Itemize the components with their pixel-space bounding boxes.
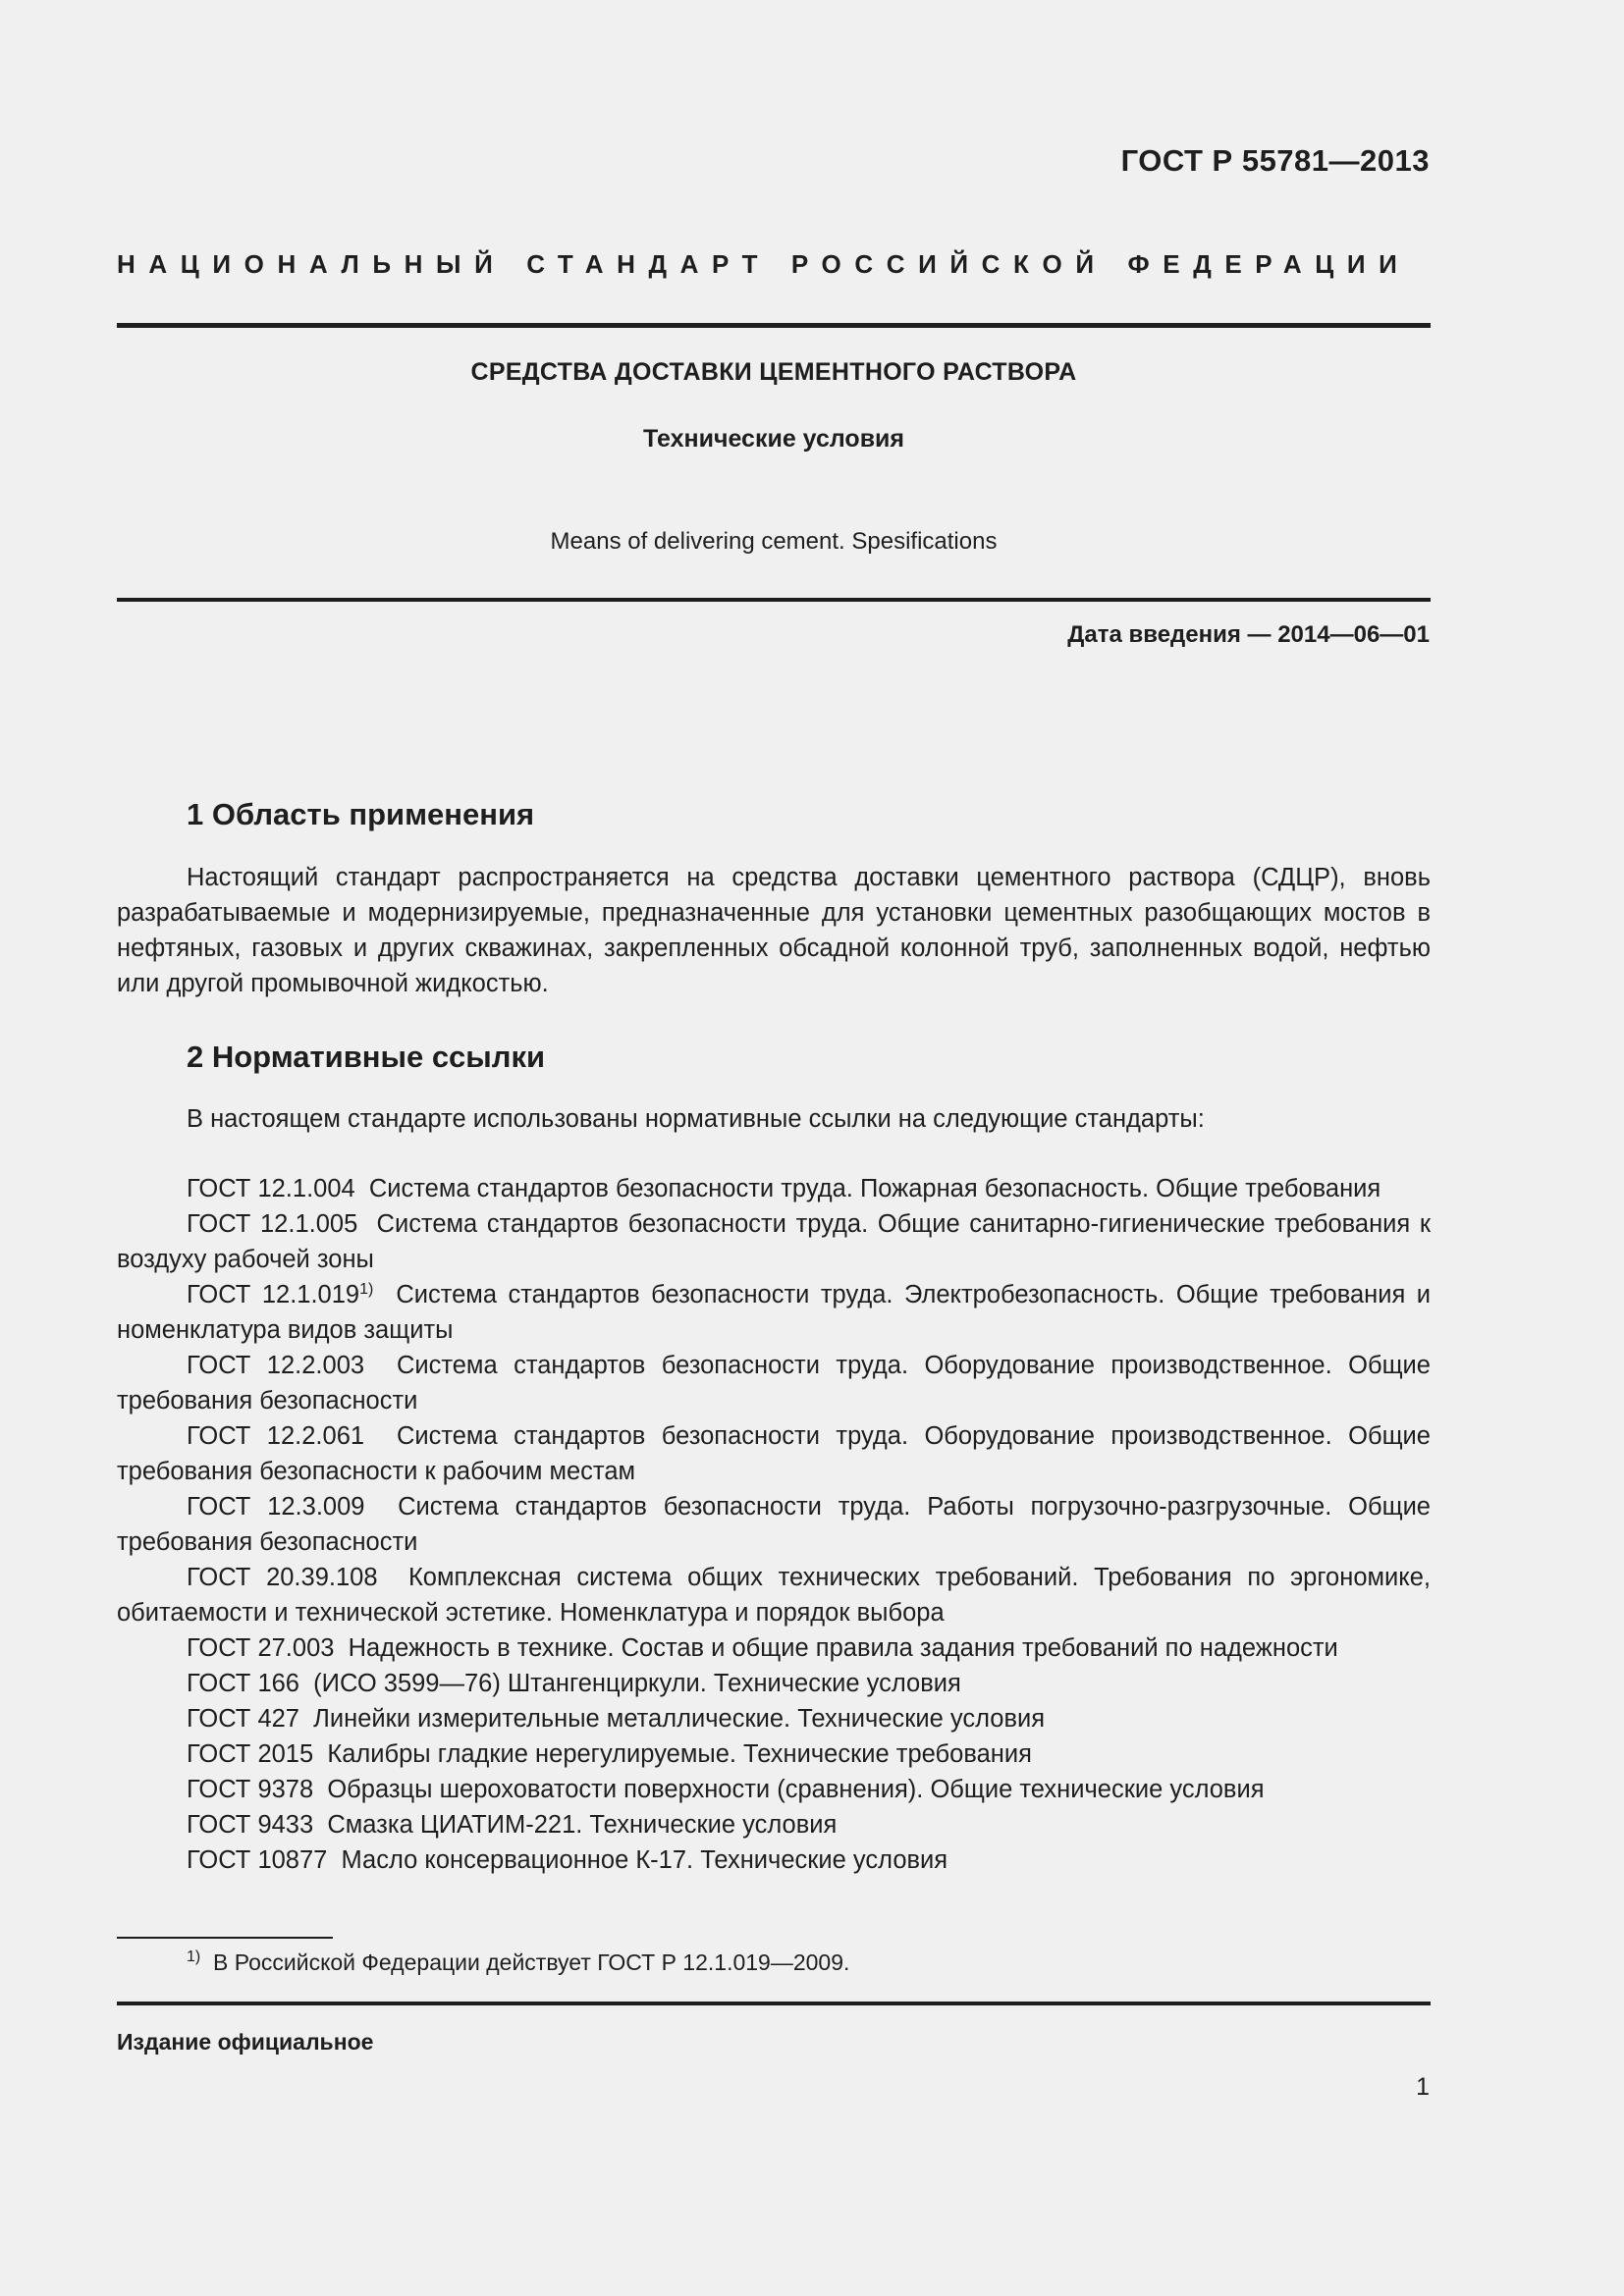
reference-title: Система стандартов безопасности труда. Общие санитарно-гигиенические требования к воздуху рабочей зоны: [117, 1210, 1432, 1273]
reference-title: Линейки измерительные металлические. Технические условия: [313, 1705, 1046, 1733]
reference-code: ГОСТ 9378: [187, 1776, 314, 1803]
reference-item: [117, 1418, 1431, 1489]
reference-item: [117, 1560, 1431, 1630]
reference-item: [117, 1701, 1431, 1736]
reference-title: Масло консервационное К-17. Технические условия: [341, 1846, 948, 1874]
reference-footnote-mark: 1): [359, 1281, 374, 1298]
reference-title: Смазка ЦИАТИМ-221. Технические условия: [327, 1811, 838, 1839]
reference-code: ГОСТ 2015: [187, 1740, 314, 1768]
section-1-heading: 1 Область применения: [187, 797, 535, 831]
reference-code: ГОСТ 12.1.005: [187, 1210, 358, 1238]
reference-title: Система стандартов безопасности труда. Работы погрузочно-разгрузочные. Общие требования безопасности: [117, 1493, 1431, 1556]
reference-code: ГОСТ 10877: [187, 1846, 328, 1874]
introduction-date: Дата введения — 2014—06—01: [1067, 621, 1430, 648]
reference-item: [117, 1736, 1431, 1772]
reference-title: Система стандартов безопасности труда. Пожарная безопасность. Общие требования: [368, 1175, 1381, 1202]
reference-item: [117, 1842, 1431, 1878]
reference-item: [117, 1666, 1431, 1701]
reference-title: Комплексная система общих технических требований. Требования по эргономике, обитаемости и технической эстетике. Номенклатура и порядок выбора: [117, 1564, 1431, 1627]
references-list: [117, 1171, 1431, 1878]
reference-title: Система стандартов безопасности труда. Оборудование производственное. Общие требования безопасности: [117, 1352, 1431, 1415]
reference-item: [117, 1348, 1431, 1418]
reference-item: [117, 1807, 1431, 1842]
reference-title: Калибры гладкие нерегулируемые. Технические требования: [327, 1740, 1032, 1768]
document-title: СРЕДСТВА ДОСТАВКИ ЦЕМЕНТНОГО РАСТВОРА: [470, 358, 1077, 386]
reference-item: [117, 1489, 1431, 1560]
reference-item: [117, 1277, 1431, 1348]
reference-title: Надежность в технике. Состав и общие правила задания требований по надежности: [348, 1634, 1338, 1662]
bottom-rule: [117, 2002, 1431, 2005]
reference-title: (ИСО 3599—76) Штангенциркули. Технические условия: [313, 1670, 961, 1697]
reference-code: ГОСТ 27.003: [187, 1634, 335, 1662]
reference-title: Система стандартов безопасности труда. Оборудование производственное. Общие требования безопасности к рабочим местам: [117, 1422, 1431, 1485]
section-2-intro: В настоящем стандарте использованы нормативные ссылки на следующие стандарты:: [187, 1105, 1205, 1133]
reference-code: ГОСТ 20.39.108: [187, 1564, 378, 1591]
english-title: Means of delivering cement. Spesifications: [550, 528, 998, 555]
document-subtitle: Технические условия: [642, 425, 905, 453]
reference-code: ГОСТ 427: [187, 1705, 299, 1733]
reference-item: [117, 1772, 1431, 1807]
top-rule: [117, 323, 1431, 328]
reference-code: ГОСТ 9433: [187, 1811, 314, 1839]
document-number: ГОСТ Р 55781—2013: [1120, 143, 1430, 178]
reference-item: [117, 1206, 1431, 1277]
page-number: 1: [1416, 2073, 1430, 2101]
national-standard-heading: НАЦИОНАЛЬНЫЙ СТАНДАРТ РОССИЙСКОЙ ФЕДЕРАЦИИ: [117, 249, 1411, 279]
title-rule: [117, 598, 1431, 602]
reference-code: ГОСТ 12.2.061: [187, 1422, 365, 1450]
reference-item: [117, 1630, 1431, 1666]
reference-title: Система стандартов безопасности труда. Электробезопасность. Общие требования и номенклатура видов защиты: [117, 1281, 1432, 1344]
reference-title: Образцы шероховатости поверхности (сравнения). Общие технические условия: [327, 1776, 1265, 1803]
reference-code: ГОСТ 12.1.004: [187, 1175, 355, 1202]
reference-code: ГОСТ 12.3.009: [187, 1493, 365, 1521]
reference-code: ГОСТ 12.2.003: [187, 1352, 365, 1379]
footnote-rule: [117, 1937, 333, 1939]
footnote-text: В Российской Федерации действует ГОСТ Р 12.1.019—2009.: [213, 1949, 850, 1975]
reference-code: ГОСТ 166: [187, 1670, 299, 1697]
reference-item: [117, 1171, 1431, 1206]
footnote-mark: 1): [187, 1949, 201, 1965]
section-2-heading: 2 Нормативные ссылки: [187, 1040, 546, 1074]
reference-code: ГОСТ 12.1.019: [187, 1281, 360, 1308]
edition-label: Издание официальное: [117, 2029, 374, 2055]
section-1-text: Настоящий стандарт распространяется на средства доставки цементного раствора (СДЦР), вновь разрабатываемые и модернизируемые, предназначенные для установки цементных разобщающих мостов в нефтяных, газовых и других скважинах, закрепленных обсадной колонной труб, заполненных водой, нефтью или другой промывочной жидкостью.: [117, 864, 1431, 997]
footnote: [187, 1949, 849, 1976]
